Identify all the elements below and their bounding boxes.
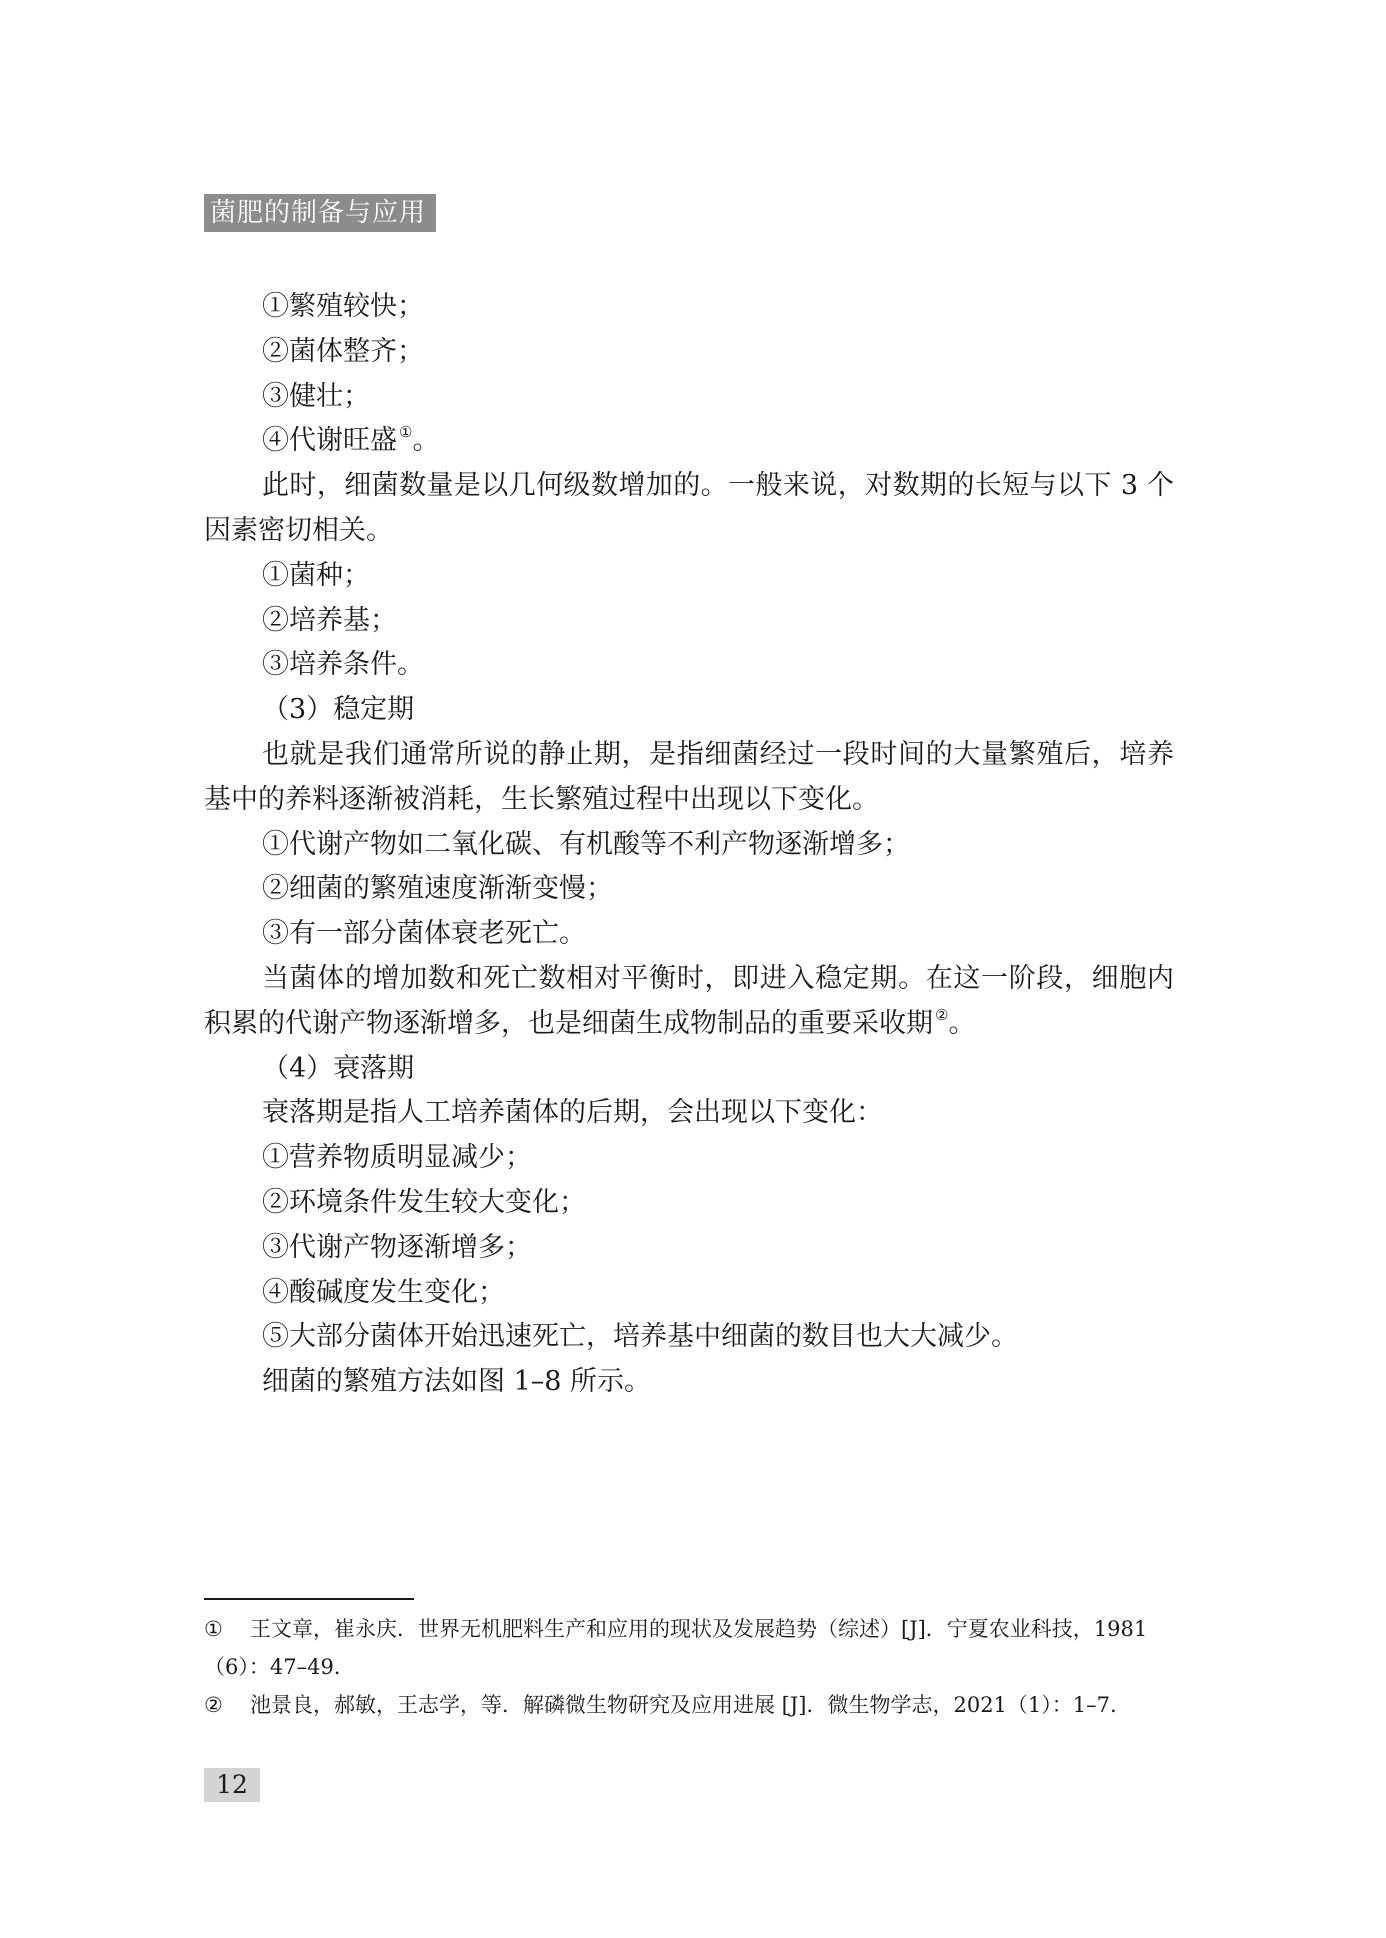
list-item: ②细菌的繁殖速度渐渐变慢； (262, 873, 613, 905)
list-item: ①繁殖较快； (262, 291, 424, 322)
list-item: ②培养基； (262, 604, 397, 636)
list-item-punct: 。 (412, 425, 440, 457)
list-item: ②菌体整齐； (262, 335, 424, 367)
paragraph-text: 当菌体的增加数和死亡数相对平衡时，即进入稳定期。在这一阶段，细胞内积累的代谢产物逐渐增多，也是细菌生成物制品的重要采收期 (204, 962, 1174, 1039)
paragraph: 细菌的繁殖方法如图 1–8 所示。 (262, 1366, 652, 1398)
list-item: ⑤大部分菌体开始迅速死亡，培养基中细菌的数目也大大减少。 (262, 1321, 1018, 1353)
section-heading: （3）稳定期 (262, 694, 415, 726)
list-item: ④酸碱度发生变化； (262, 1276, 505, 1308)
paragraph-punct: 。 (948, 1007, 976, 1039)
list-item: ①代谢产物如二氧化碳、有机酸等不利产物逐渐增多； (262, 828, 910, 860)
body-text (204, 285, 1174, 1405)
footnote-ref[interactable]: ② (935, 1005, 949, 1024)
paragraph: 此时，细菌数量是以几何级数增加的。一般来说，对数期的长短与以下 3 个因素密切相关。 (204, 470, 1174, 546)
list-item: ③培养条件。 (262, 649, 424, 681)
footnote-item (204, 1686, 1174, 1724)
list-item: ③代谢产物逐渐增多； (262, 1231, 532, 1263)
footnote-text: 池景良，郝敏，王志学，等．解磷微生物研究及应用进展 [J]．微生物学志，2021（1）：1–7. (250, 1693, 1117, 1717)
list-item: ③健壮； (262, 380, 370, 412)
list-item: ③有一部分菌体衰老死亡。 (262, 918, 586, 950)
footnote-ref[interactable]: ① (399, 423, 413, 442)
paragraph: 也就是我们通常所说的静止期，是指细菌经过一段时间的大量繁殖后，培养基中的养料逐渐被消耗，生长繁殖过程中出现以下变化。 (204, 738, 1174, 815)
paragraph: 衰落期是指人工培养菌体的后期，会出现以下变化： (262, 1097, 883, 1129)
page-number: 12 (204, 1768, 260, 1802)
paragraph (204, 957, 1174, 1047)
footnote-item (204, 1610, 1174, 1686)
list-item: ②环境条件发生较大变化； (262, 1186, 586, 1218)
footnote-text: 王文章，崔永庆．世界无机肥料生产和应用的现状及发展趋势（综述）[J]．宁夏农业科技，1981（6）：47–49. (204, 1617, 1148, 1679)
section-heading: （4）衰落期 (262, 1052, 415, 1084)
list-item: ①营养物质明显减少； (262, 1142, 532, 1174)
list-item: ①菌种； (262, 559, 370, 591)
list-item (204, 419, 1174, 464)
running-header: 菌肥的制备与应用 (204, 194, 436, 232)
footnote-divider (204, 1598, 414, 1600)
footnotes (204, 1610, 1174, 1724)
footnote-mark: ② (204, 1693, 223, 1717)
list-item-text: ④代谢旺盛 (262, 425, 397, 457)
footnote-mark: ① (204, 1617, 223, 1641)
